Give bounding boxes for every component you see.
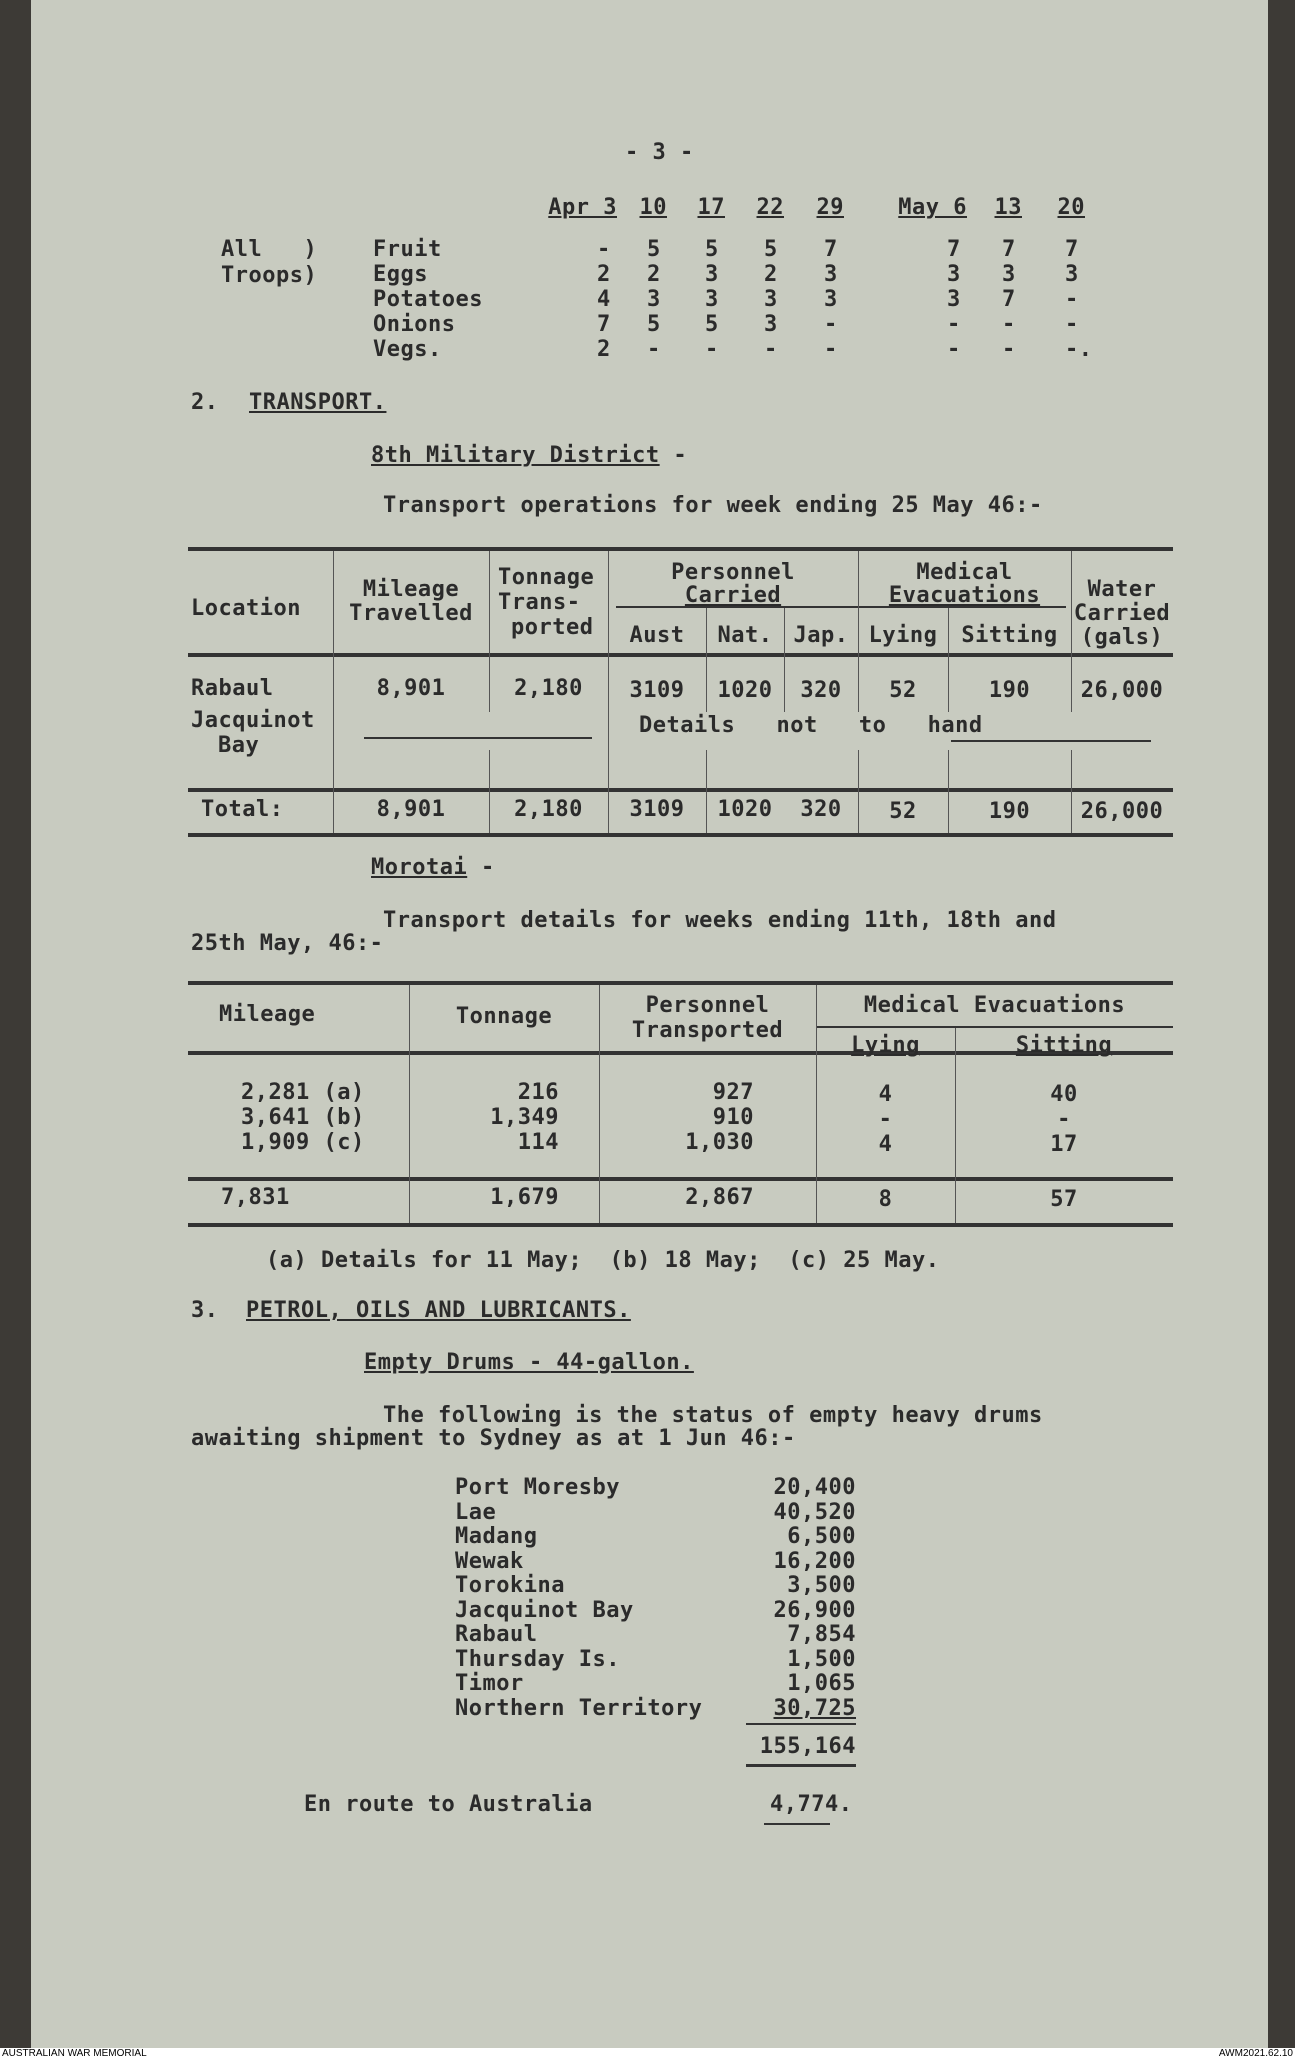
header-personnel: Transported [631,1018,784,1043]
cell-sitting: 57 [1050,1187,1078,1212]
header-personnel: Carried [684,583,782,608]
date-header: 20 [1057,195,1085,220]
produce-value: 2 [647,262,661,287]
cell-lying: 8 [878,1187,893,1212]
produce-value: - [947,337,961,362]
en-route-label: En route to Australia [304,1792,593,1817]
drum-count: 16,200 [773,1548,856,1574]
cell-mileage: 8,901 [376,797,446,822]
cell-location: Rabaul [191,676,274,701]
cell-lying: 4 [878,1082,893,1107]
header-water: Carried [1073,601,1171,626]
header-personnel: Personnel [671,560,795,585]
intro-text: 25th May, 46:- [191,931,384,956]
header-mileage: Mileage [362,577,460,602]
produce-value: - [824,312,838,337]
drums-total: 155,164 [759,1734,856,1759]
date-header: 29 [816,195,844,220]
header-mileage: Travelled [349,601,473,626]
district-heading: 8th Military District - [371,443,688,468]
drum-location: Timor [455,1671,524,1696]
produce-value: - [1065,287,1079,312]
cell-aust: 3109 [629,678,685,703]
cell-water: 26,000 [1080,799,1164,824]
drum-location: Port Moresby [455,1475,620,1500]
produce-value: 4 [597,287,611,312]
section-title: PETROL, OILS AND LUBRICANTS. [246,1298,631,1323]
produce-value: - [764,337,778,362]
produce-value: 5 [647,237,661,262]
group-label: All ) [221,237,318,262]
date-header: 10 [639,195,667,220]
produce-item: Vegs. [373,337,442,362]
produce-value: 3 [1002,262,1016,287]
cell-tonnage: 1,679 [490,1185,559,1210]
morotai-heading: Morotai - [371,855,495,880]
header-location: Location [191,596,301,621]
drum-count: 6,500 [787,1524,856,1549]
drum-location: Lae [455,1499,497,1525]
produce-item: Fruit [373,237,442,262]
footer-right: AWM2021.62.10 [1218,2048,1293,2059]
produce-value: 5 [705,312,719,337]
produce-value: - [647,337,661,362]
not-to-hand-note: Details not to hand [639,713,983,738]
header-medical: Medical Evacuations [863,993,1126,1018]
cell-aust: 3109 [629,797,685,822]
produce-value: 3 [824,262,838,287]
header-tonnage: ported [511,615,594,640]
produce-value: 7 [824,237,838,262]
cell-tonnage: 114 [517,1130,559,1155]
cell-sitting: - [1057,1107,1071,1132]
date-header: 13 [994,195,1022,220]
produce-value: 7 [947,237,961,262]
cell-location: Jacquinot [191,708,315,733]
section-number: 3. [191,1298,219,1323]
drum-count: 3,500 [787,1573,856,1598]
cell-mileage: 3,641 (b) [241,1105,365,1130]
produce-value: 5 [705,237,719,262]
document-page [31,0,1268,2048]
header-lying: Lying [868,623,938,648]
drum-location: Jacquinot Bay [455,1597,634,1623]
header-nat: Nat. [717,623,773,648]
drum-count: 40,520 [773,1499,856,1525]
cell-jap: 320 [800,797,842,822]
cell-tonnage: 216 [517,1080,559,1105]
intro-text: Transport operations for week ending 25 May 46:- [383,493,1043,518]
drum-count: 7,854 [787,1622,856,1647]
produce-value: 2 [597,337,611,362]
cell-lying: 52 [889,678,917,703]
produce-value: 3 [764,312,778,337]
date-header: Apr 3 [548,195,617,220]
produce-value: - [705,337,719,362]
date-header: 22 [756,195,784,220]
header-mileage: Mileage [219,1002,316,1027]
drum-location: Thursday Is. [455,1646,620,1672]
produce-value: 7 [1065,237,1079,262]
cell-sitting: 190 [988,799,1031,824]
date-header: 17 [697,195,725,220]
produce-value: 2 [764,262,778,287]
produce-value: - [824,337,838,362]
header-tonnage: Tonnage [455,1004,553,1029]
cell-location: Bay [218,733,260,758]
drum-count: 1,500 [787,1646,856,1672]
cell-mileage: 1,909 (c) [241,1130,365,1155]
cell-tonnage: 2,180 [514,797,583,822]
header-medical: Medical [916,560,1013,585]
intro-text: awaiting shipment to Sydney as at 1 Jun 46:- [191,1426,796,1451]
group-label: Troops) [221,263,318,288]
header-tonnage: Trans- [498,590,581,615]
cell-personnel: 910 [712,1105,754,1130]
header-personnel: Personnel [645,993,770,1018]
produce-value: -. [1065,337,1093,362]
drum-location: Northern Territory [455,1695,703,1721]
produce-value: 3 [764,287,778,312]
drum-count: 26,900 [773,1597,856,1623]
cell-lying: - [878,1107,893,1132]
cell-mileage: 8,901 [376,676,446,701]
footer [0,2048,1295,2061]
cell-personnel: 1,030 [685,1130,754,1155]
header-sitting: Sitting [1015,1033,1113,1058]
footnote: (a) Details for 11 May; (b) 18 May; (c) 25 May. [266,1248,940,1273]
cell-jap: 320 [800,678,842,703]
cell-nat: 1020 [717,678,773,703]
header-tonnage: Tonnage [498,565,595,590]
cell-location: Total: [201,797,284,822]
cell-mileage: 7,831 [221,1185,290,1210]
cell-tonnage: 2,180 [514,676,583,701]
produce-item: Onions [373,312,456,337]
header-water: (gals) [1080,625,1164,650]
produce-value: - [1002,312,1016,337]
drum-count: 1,065 [787,1671,856,1696]
produce-value: 7 [1002,237,1016,262]
produce-value: - [1002,337,1016,362]
drum-location: Madang [455,1524,538,1549]
header-aust: Aust [629,623,685,648]
date-header: May 6 [898,195,967,220]
cell-personnel: 2,867 [685,1185,754,1210]
cell-nat: 1020 [717,797,773,822]
drum-location: Wewak [455,1548,524,1574]
produce-value: 3 [947,262,961,287]
cell-sitting: 40 [1050,1082,1078,1107]
drum-location: Rabaul [455,1622,538,1647]
produce-value: - [947,312,961,337]
page-number: - 3 - [625,140,694,165]
cell-lying: 4 [878,1132,893,1157]
cell-sitting: 190 [988,678,1031,703]
drum-count: 30,725 [773,1695,856,1721]
produce-value: 3 [824,287,838,312]
section-subtitle: Empty Drums - 44-gallon. [364,1350,694,1375]
header-jap: Jap. [793,623,849,648]
en-route-value: 4,774. [770,1792,853,1817]
cell-personnel: 927 [712,1080,754,1105]
intro-text: Transport details for weeks ending 11th, 18th and [383,908,1057,933]
produce-value: 3 [647,287,661,312]
produce-value: 7 [597,312,611,337]
section-number: 2. [191,390,219,415]
drum-count: 20,400 [773,1475,856,1500]
produce-value: 7 [1002,287,1016,312]
header-medical: Evacuations [888,583,1041,608]
cell-lying: 52 [889,799,917,824]
header-water: Water [1087,577,1157,602]
produce-value: 5 [647,312,661,337]
intro-text: The following is the status of empty heavy drums [383,1403,1043,1428]
cell-sitting: 17 [1050,1132,1078,1157]
header-lying: Lying [851,1033,920,1058]
produce-value: 3 [1065,262,1079,287]
header-sitting: Sitting [961,623,1058,648]
produce-value: - [1065,312,1079,337]
produce-value: 3 [947,287,961,312]
produce-value: 3 [705,262,719,287]
section-title: TRANSPORT. [249,390,387,415]
produce-value: 2 [597,262,611,287]
produce-item: Eggs [373,262,428,287]
footer-left: AUSTRALIAN WAR MEMORIAL [2,2048,147,2059]
drum-location: Torokina [455,1573,565,1598]
produce-value: 3 [705,287,719,312]
cell-tonnage: 1,349 [490,1105,559,1130]
produce-value: 5 [764,237,778,262]
cell-mileage: 2,281 (a) [241,1080,365,1105]
produce-value: - [597,237,611,262]
cell-water: 26,000 [1080,678,1164,703]
produce-item: Potatoes [373,287,483,312]
